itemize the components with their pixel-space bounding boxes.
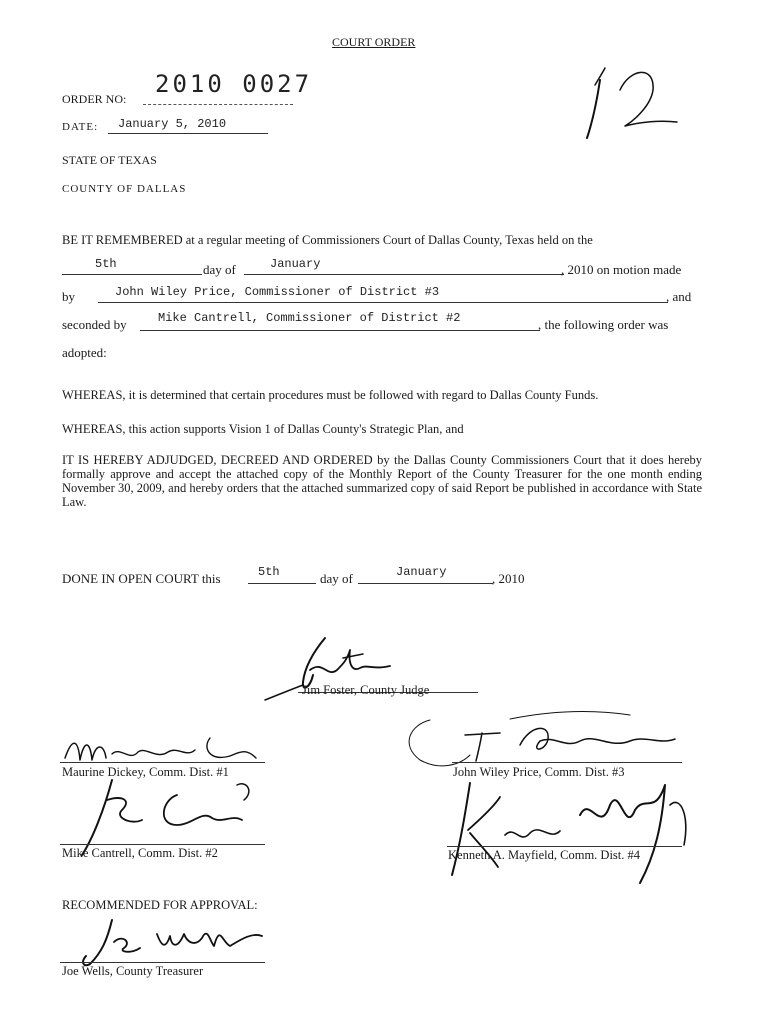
meeting-day-line	[62, 274, 202, 275]
mover-line	[98, 302, 668, 303]
dist1-name: Maurine Dickey, Comm. Dist. #1	[62, 765, 229, 779]
page-title: COURT ORDER	[332, 35, 416, 49]
date-label: DATE:	[62, 121, 99, 133]
done-prefix: DONE IN OPEN COURT this	[62, 571, 221, 586]
dist3-line	[452, 762, 682, 763]
preamble-line1: BE IT REMEMBERED at a regular meeting of Commissioners Court of Dallas County, Texas held on the	[62, 233, 593, 247]
seconder-line	[140, 330, 540, 331]
dist4-name: Kenneth A. Mayfield, Comm. Dist. #4	[448, 848, 640, 862]
date-value: January 5, 2010	[118, 117, 227, 131]
treasurer-name: Joe Wells, County Treasurer	[62, 964, 204, 978]
done-day-line	[248, 583, 316, 584]
order-no-label: ORDER NO:	[62, 92, 127, 106]
dist2-name: Mike Cantrell, Comm. Dist. #2	[62, 846, 218, 860]
done-month-value: January	[396, 565, 447, 579]
following-text: , the following order was	[538, 317, 669, 332]
dist3-name: John Wiley Price, Comm. Dist. #3	[453, 765, 625, 779]
ordered-paragraph: IT IS HEREBY ADJUDGED, DECREED AND ORDERED by the Dallas County Commissioners Court that it does hereby formally approve and accept the attached copy of the Monthly Report of the County Treasurer for the one month ending November 30, 2009, and hereby orders that the attached summarized copy of said Report be published in accordance with State Law.	[62, 453, 702, 509]
mover-value: John Wiley Price, Commissioner of District #3	[115, 285, 440, 299]
order-no-value: 2010 0027	[155, 70, 313, 98]
done-month-line	[358, 583, 493, 584]
adopted-text: adopted:	[62, 345, 107, 360]
meeting-year-text: , 2010 on motion made	[561, 262, 682, 277]
meeting-day-of-label: day of	[203, 262, 236, 277]
motion-and-label: , and	[666, 289, 692, 304]
seconder-value: Mike Cantrell, Commissioner of District #2	[158, 311, 461, 325]
order-no-line	[143, 104, 293, 105]
done-year-text: , 2010	[492, 571, 525, 586]
motion-by-label: by	[62, 289, 75, 304]
dist2-line	[60, 844, 265, 845]
date-line	[108, 133, 268, 134]
state-line: STATE OF TEXAS	[62, 153, 157, 167]
dist4-signature	[440, 775, 700, 890]
whereas-1: WHEREAS, it is determined that certain procedures must be followed with regard to Dallas County Funds.	[62, 388, 599, 402]
county-line: COUNTY OF DALLAS	[62, 183, 187, 195]
seconded-label: seconded by	[62, 317, 127, 332]
judge-name: Jim Foster, County Judge	[302, 683, 430, 697]
dist1-line	[60, 762, 265, 763]
treasurer-line	[60, 962, 265, 963]
done-day-of-label: day of	[320, 571, 353, 586]
handwritten-item-number	[575, 60, 685, 140]
recommended-label: RECOMMENDED FOR APPROVAL:	[62, 898, 258, 912]
done-day-value: 5th	[258, 565, 280, 579]
judge-signature	[255, 630, 405, 710]
meeting-month-value: January	[270, 257, 321, 271]
dist4-line	[447, 846, 682, 847]
whereas-2: WHEREAS, this action supports Vision 1 of Dallas County's Strategic Plan, and	[62, 422, 464, 436]
meeting-month-line	[244, 274, 564, 275]
treasurer-signature	[62, 912, 282, 972]
meeting-day-value: 5th	[95, 257, 117, 271]
